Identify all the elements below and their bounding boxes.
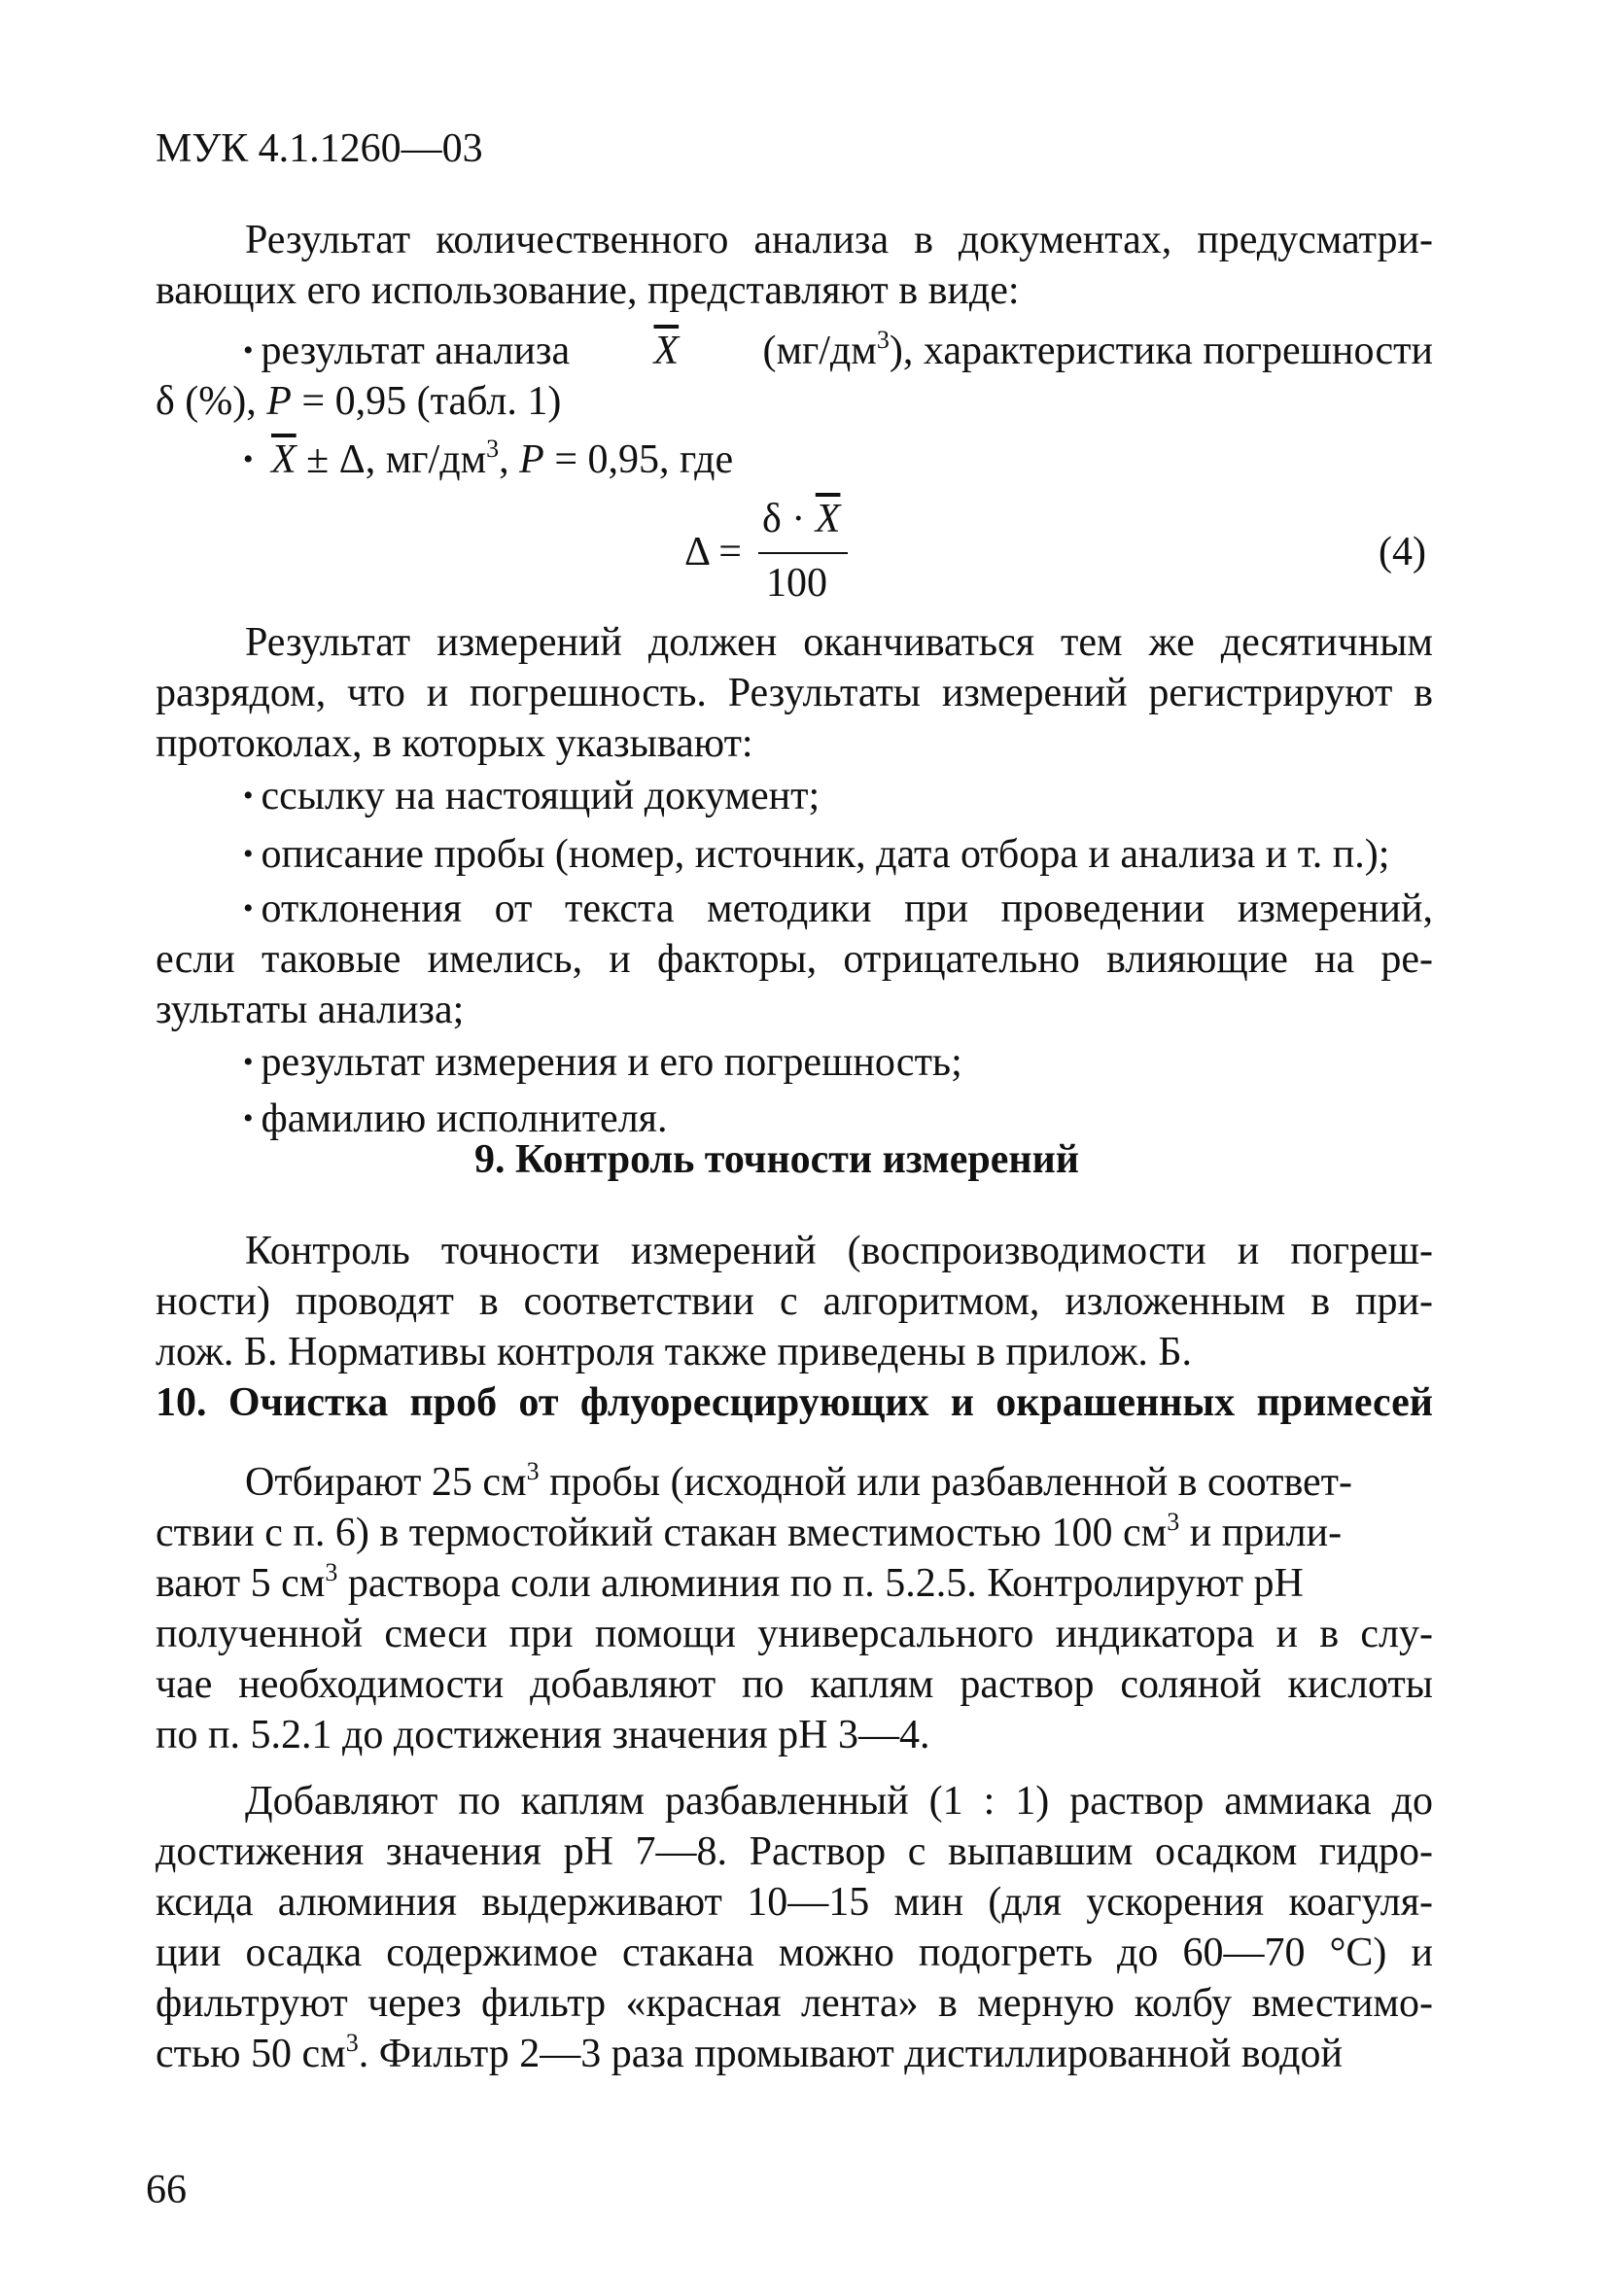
formula-lhs: Δ = [684,530,742,574]
section-9-heading: 9. Контроль точности измерений [474,1137,1079,1182]
paragraph-line: Результат измерений должен оканчиваться тем же десятичным [245,620,1433,665]
paragraph-line: фильтруют через фильтр «красная лента» в мерную колбу вместимо- [156,1981,1433,2026]
list-item: • описание пробы (номер, источник, дата отбора и анализа и т. п.); [243,832,1390,877]
formula-number: (4) [1379,530,1426,574]
paragraph-line: стью 50 $см^3$. Фильтр 2—3 раза промывают дистиллированной водой [156,2029,1343,2076]
paragraph-line: Результат количественного анализа в документах, предусматри- [245,218,1433,262]
bullet-icon: • [243,780,254,812]
paragraph-line: ствии с п. 6) в термостойкий стакан вместимостью 100 $см^3$ и прили- [156,1508,1343,1555]
section-10-heading: 10. Очистка проб от флуоресцирующих и окрашенных примесей [156,1380,1433,1425]
paragraph-line: полученной смеси при помощи универсального индикатора и в слу- [156,1612,1433,1656]
bullet-result-line1: • результат анализа $\overline{X}$ $(мг/дм^3)$, характеристика погрешности [243,326,1433,373]
paragraph-line: разрядом, что и погрешность. Результаты измерений регистрируют в [156,671,1433,715]
document-id-header: МУК 4.1.1260—03 [156,126,483,171]
paragraph-line: лож. Б. Нормативы контроля также приведены в прилож. Б. [156,1330,1192,1374]
list-item: • ссылку на настоящий документ; [243,774,821,818]
fraction-bar [758,552,848,554]
paragraph-line: чае необходимости добавляют по каплям раствор соляной кислоты [156,1662,1433,1707]
page-number: 66 [146,2168,187,2212]
bullet-icon: • [243,1102,254,1134]
bullet-icon: • [243,838,254,870]
paragraph-line: по п. 5.2.1 до достижения значения рН 3—4. [156,1713,930,1757]
paragraph-line: достижения значения рН 7—8. Раствор с выпавшим осадком гидро- [156,1829,1433,1874]
paragraph-line: протоколах, в которых указывают: [156,721,753,766]
bullet-icon: • [243,1046,254,1078]
paragraph-line: ции осадка содержимое стакана можно подогреть до 60—70 °С) и [156,1931,1433,1975]
paragraph-line: Добавляют по каплям разбавленный (1 : 1) раствор аммиака до [245,1779,1433,1824]
formula-denominator: 100 [766,561,827,606]
formula-numerator: $\delta \cdot \overline{X}$ [762,497,841,541]
list-item-continuation: зультаты анализа; [156,988,465,1032]
paragraph-line: ксида алюминия выдерживают 10—15 мин (для ускорения коагуля- [156,1880,1433,1925]
bullet-icon: • [243,892,254,924]
paragraph-line: вающих его использование, представляют в виде: [156,268,1020,313]
bullet-result-line2: δ (%), P = 0,95 (табл. 1) [156,379,562,424]
bullet-icon: • [243,443,254,475]
list-item: • фамилию исполнителя. [243,1096,668,1141]
list-item-continuation: если таковые имелись, и факторы, отрицательно влияющие на ре- [156,937,1433,982]
list-item: • результат измерения и его погрешность; [243,1040,962,1085]
paragraph-line: Отбирают 25 $см^3$ пробы (исходной или разбавленной в соответ- [245,1457,1353,1505]
bullet-result-plusminus: • $\overline{X} \pm \Delta$, $мг/дм^3$, P = 0,95, где [243,435,734,482]
paragraph-line: вают 5 $см^3$ раствора соли алюминия по п. 5.2.5. Контролируют рН [156,1558,1304,1606]
list-item: • отклонения от текста методики при проведении измерений, [243,887,1433,931]
paragraph-line: Контроль точности измерений (воспроизводимости и погреш- [245,1229,1433,1273]
paragraph-line: ности) проводят в соответствии с алгоритмом, изложенным в при- [156,1279,1433,1324]
bullet-icon: • [243,334,254,366]
